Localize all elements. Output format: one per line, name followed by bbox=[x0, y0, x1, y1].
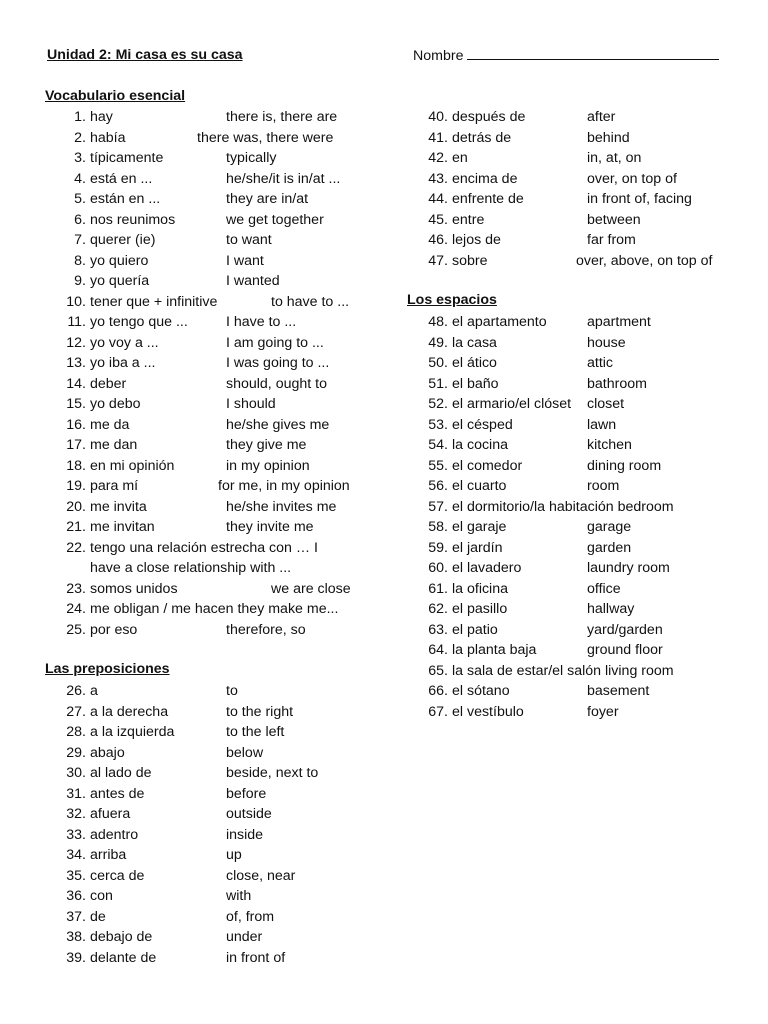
english-translation: garage bbox=[587, 519, 632, 535]
english-translation: there is, there are bbox=[226, 109, 338, 125]
english-translation: over, above, on top of bbox=[576, 252, 713, 269]
english-translation: in front of, facing bbox=[587, 191, 692, 207]
vocab-item bbox=[0, 558, 768, 578]
english-translation: ground floor bbox=[587, 642, 663, 658]
english-translation: I should bbox=[226, 396, 276, 412]
spanish-term: el garaje bbox=[452, 519, 507, 535]
english-translation: behind bbox=[587, 129, 630, 146]
page-title: Unidad 2: Mi casa es su casa bbox=[47, 47, 243, 63]
item-number: 26. bbox=[66, 683, 86, 699]
spanish-term: la cocina bbox=[452, 437, 508, 453]
name-label: Nombre bbox=[413, 48, 464, 64]
spanish-term: yo quiero bbox=[90, 252, 149, 269]
item-number: 18. bbox=[66, 457, 86, 474]
english-translation: yard/garden bbox=[587, 621, 663, 638]
item-number: 17. bbox=[66, 437, 86, 453]
item-number: 50. bbox=[428, 355, 448, 371]
spanish-term: adentro bbox=[90, 826, 139, 843]
item-number: 63. bbox=[428, 621, 448, 638]
english-translation: to have to ... bbox=[271, 293, 350, 310]
item-number: 32. bbox=[66, 806, 86, 822]
section-espacios: Los espacios bbox=[407, 292, 497, 308]
item-number: 1. bbox=[74, 109, 86, 125]
english-translation: I have to ... bbox=[226, 314, 297, 330]
english-translation: we get together bbox=[226, 211, 324, 228]
english-translation: below bbox=[226, 744, 264, 761]
english-translation: for me, in my opinion bbox=[218, 478, 350, 494]
english-translation: they are in/at bbox=[226, 191, 309, 207]
item-number: 25. bbox=[66, 621, 86, 638]
english-translation: in front of bbox=[226, 949, 286, 966]
item-number: 62. bbox=[428, 601, 448, 617]
item-number: 24. bbox=[66, 601, 86, 617]
vocab-item bbox=[0, 476, 768, 496]
item-number: 38. bbox=[66, 929, 86, 945]
spanish-term: yo debo bbox=[90, 396, 141, 412]
english-translation: bathroom bbox=[587, 375, 647, 392]
spanish-term: para mí bbox=[90, 478, 139, 494]
spanish-term: tengo una relación estrecha con … I bbox=[90, 539, 318, 556]
vocab-item bbox=[0, 169, 768, 189]
spanish-term: afuera bbox=[90, 806, 131, 822]
english-translation: lawn bbox=[587, 416, 617, 433]
spanish-term: había bbox=[90, 129, 126, 146]
english-translation: in my opinion bbox=[226, 457, 310, 474]
item-number: 2. bbox=[74, 129, 86, 146]
item-number: 40. bbox=[428, 109, 448, 125]
english-translation: dining room bbox=[587, 457, 662, 474]
item-number: 13. bbox=[66, 355, 86, 371]
vocab-item bbox=[0, 333, 768, 353]
spanish-term: yo iba a ... bbox=[90, 355, 156, 371]
vocab-item bbox=[0, 128, 768, 148]
spanish-term: me da bbox=[90, 416, 130, 433]
spanish-term: antes de bbox=[90, 785, 145, 802]
item-number: 44. bbox=[428, 191, 448, 207]
spanish-term: me obligan / me hacen they make me... bbox=[90, 601, 339, 617]
spanish-term: al lado de bbox=[90, 765, 152, 781]
vocab-item bbox=[0, 866, 768, 886]
vocab-item bbox=[0, 886, 768, 906]
vocab-item bbox=[0, 251, 768, 271]
spanish-term: la sala de estar/el salón living room bbox=[452, 662, 674, 679]
item-number: 19. bbox=[66, 478, 86, 494]
item-number: 3. bbox=[74, 150, 86, 166]
english-translation: to bbox=[226, 683, 238, 699]
spanish-term: lejos de bbox=[452, 232, 501, 248]
item-number: 55. bbox=[428, 457, 448, 474]
english-translation: under bbox=[226, 929, 263, 945]
spanish-term: tener que + infinitive bbox=[90, 293, 218, 310]
spanish-term: a la izquierda bbox=[90, 724, 175, 740]
spanish-term: querer (ie) bbox=[90, 232, 156, 248]
spanish-term: me dan bbox=[90, 437, 138, 453]
vocab-item bbox=[0, 292, 768, 312]
english-translation: apartment bbox=[587, 314, 651, 330]
spanish-term: de bbox=[90, 908, 106, 925]
vocab-item bbox=[0, 804, 768, 824]
english-translation: he/she gives me bbox=[226, 416, 330, 433]
spanish-term: cerca de bbox=[90, 867, 145, 884]
vocab-item bbox=[0, 517, 768, 537]
spanish-term: el lavadero bbox=[452, 560, 522, 576]
english-translation: to want bbox=[226, 232, 272, 248]
english-translation: room bbox=[587, 478, 620, 494]
english-translation: basement bbox=[587, 683, 650, 699]
item-number: 31. bbox=[66, 785, 86, 802]
english-translation: close, near bbox=[226, 867, 296, 884]
item-number: 29. bbox=[66, 744, 86, 761]
english-translation: far from bbox=[587, 232, 636, 248]
vocab-item bbox=[0, 538, 768, 558]
item-number: 35. bbox=[66, 867, 86, 884]
spanish-term: delante de bbox=[90, 949, 157, 966]
english-translation: with bbox=[226, 888, 252, 904]
item-number: 52. bbox=[428, 396, 448, 412]
vocab-item bbox=[0, 415, 768, 435]
spanish-term: nos reunimos bbox=[90, 211, 176, 228]
item-number: 58. bbox=[428, 519, 448, 535]
spanish-term: enfrente de bbox=[452, 191, 524, 207]
vocab-item bbox=[0, 948, 768, 968]
vocab-item bbox=[0, 620, 768, 640]
vocab-item bbox=[0, 435, 768, 455]
name-blank-line[interactable] bbox=[467, 47, 719, 60]
item-number: 53. bbox=[428, 416, 448, 433]
vocab-item bbox=[0, 456, 768, 476]
vocab-item bbox=[0, 825, 768, 845]
english-translation: closet bbox=[587, 396, 625, 412]
vocab-item bbox=[0, 230, 768, 250]
english-translation: therefore, so bbox=[226, 621, 306, 638]
english-translation: there was, there were bbox=[197, 129, 334, 146]
english-translation: I wanted bbox=[226, 273, 280, 289]
vocab-item bbox=[0, 107, 768, 127]
item-number: 21. bbox=[66, 519, 86, 535]
spanish-term: el baño bbox=[452, 375, 499, 392]
item-number: 46. bbox=[428, 232, 448, 248]
item-number: 48. bbox=[428, 314, 448, 330]
english-translation: foyer bbox=[587, 703, 619, 720]
english-translation: office bbox=[587, 580, 621, 597]
spanish-term: debajo de bbox=[90, 929, 153, 945]
item-number: 57. bbox=[428, 498, 448, 515]
spanish-term: en bbox=[452, 150, 468, 166]
item-number: 56. bbox=[428, 478, 448, 494]
vocab-item bbox=[0, 640, 768, 660]
item-number: 39. bbox=[66, 949, 86, 966]
vocab-item bbox=[0, 374, 768, 394]
item-number: 33. bbox=[66, 826, 86, 843]
item-number: 36. bbox=[66, 888, 86, 904]
spanish-term: abajo bbox=[90, 744, 125, 761]
item-number: 11. bbox=[67, 314, 86, 330]
section-vocabulario: Vocabulario esencial bbox=[45, 88, 186, 104]
item-number: 67. bbox=[428, 703, 448, 720]
vocab-item bbox=[0, 681, 768, 701]
spanish-term: arriba bbox=[90, 847, 127, 863]
english-translation: to the left bbox=[226, 724, 285, 740]
vocab-item bbox=[0, 271, 768, 291]
spanish-term: el armario/el clóset bbox=[452, 396, 572, 412]
english-translation: should, ought to bbox=[226, 375, 327, 392]
spanish-term: está en ... bbox=[90, 170, 153, 187]
vocab-item bbox=[0, 661, 768, 681]
spanish-term: a la derecha bbox=[90, 703, 169, 720]
item-number: 66. bbox=[428, 683, 448, 699]
item-number: 60. bbox=[428, 560, 448, 576]
english-translation: house bbox=[587, 334, 626, 351]
vocab-item bbox=[0, 353, 768, 373]
spanish-term: después de bbox=[452, 109, 526, 125]
spanish-term: entre bbox=[452, 211, 485, 228]
vocab-item bbox=[0, 189, 768, 209]
item-number: 64. bbox=[428, 642, 448, 658]
spanish-term: con bbox=[90, 888, 113, 904]
english-translation: beside, next to bbox=[226, 765, 319, 781]
spanish-term: detrás de bbox=[452, 129, 512, 146]
english-translation: he/she invites me bbox=[226, 498, 337, 515]
english-translation: we are close bbox=[271, 580, 351, 597]
english-translation: garden bbox=[587, 539, 632, 556]
english-translation: to the right bbox=[226, 703, 294, 720]
spanish-term: el patio bbox=[452, 621, 498, 638]
spanish-term: en mi opinión bbox=[90, 457, 175, 474]
item-number: 61. bbox=[428, 580, 448, 597]
vocab-item bbox=[0, 599, 768, 619]
vocab-item bbox=[0, 497, 768, 517]
english-translation: I was going to ... bbox=[226, 355, 330, 371]
vocab-item bbox=[0, 845, 768, 865]
item-number: 28. bbox=[66, 724, 86, 740]
english-translation: after bbox=[587, 109, 616, 125]
spanish-term: el ático bbox=[452, 355, 497, 371]
item-number: 34. bbox=[66, 847, 86, 863]
item-number: 27. bbox=[66, 703, 86, 720]
english-translation: inside bbox=[226, 826, 264, 843]
spanish-term: el vestíbulo bbox=[452, 703, 524, 720]
spanish-term: la casa bbox=[452, 334, 497, 351]
spanish-term: deber bbox=[90, 375, 127, 392]
english-translation: they give me bbox=[226, 437, 307, 453]
spanish-term: la planta baja bbox=[452, 642, 537, 658]
spanish-term: el jardín bbox=[452, 539, 503, 556]
english-translation: over, on top of bbox=[587, 170, 677, 187]
item-number: 14. bbox=[66, 375, 86, 392]
english-translation: typically bbox=[226, 150, 277, 166]
vocab-item bbox=[0, 702, 768, 722]
spanish-term: están en ... bbox=[90, 191, 161, 207]
item-number: 16. bbox=[66, 416, 86, 433]
spanish-term: encima de bbox=[452, 170, 518, 187]
spanish-term: yo voy a ... bbox=[90, 334, 159, 351]
spanish-term: el comedor bbox=[452, 457, 523, 474]
item-number: 30. bbox=[66, 765, 86, 781]
english-translation: I want bbox=[226, 252, 264, 269]
item-number: 37. bbox=[66, 908, 86, 925]
item-number: 47. bbox=[428, 252, 448, 269]
english-translation: kitchen bbox=[587, 437, 632, 453]
item-number: 8. bbox=[74, 252, 86, 269]
item-number: 12. bbox=[66, 334, 86, 351]
english-translation: they invite me bbox=[226, 519, 314, 535]
item-number: 22. bbox=[66, 539, 86, 556]
item-number: 6. bbox=[74, 211, 86, 228]
vocab-item bbox=[0, 907, 768, 927]
item-number: 45. bbox=[428, 211, 448, 228]
item-number: 54. bbox=[428, 437, 448, 453]
spanish-term: la oficina bbox=[452, 580, 508, 597]
vocab-item bbox=[0, 927, 768, 947]
item-number: 5. bbox=[74, 191, 86, 207]
spanish-term: por eso bbox=[90, 621, 138, 638]
item-number: 7. bbox=[74, 232, 86, 248]
spanish-term: el cuarto bbox=[452, 478, 507, 494]
item-number: 20. bbox=[66, 498, 86, 515]
vocab-item bbox=[0, 763, 768, 783]
item-number: 42. bbox=[428, 150, 448, 166]
english-translation: hallway bbox=[587, 601, 635, 617]
spanish-term: el pasillo bbox=[452, 601, 508, 617]
vocab-item bbox=[0, 148, 768, 168]
english-translation: of, from bbox=[226, 908, 275, 925]
vocab-item bbox=[0, 312, 768, 332]
english-translation: outside bbox=[226, 806, 272, 822]
spanish-term: el césped bbox=[452, 416, 513, 433]
english-translation: before bbox=[226, 785, 267, 802]
english-translation: in, at, on bbox=[587, 150, 642, 166]
name-field[interactable] bbox=[413, 47, 719, 64]
english-translation: he/she/it is in/at ... bbox=[226, 170, 341, 187]
spanish-term: me invitan bbox=[90, 519, 155, 535]
item-number: 15. bbox=[66, 396, 86, 412]
item-number: 41. bbox=[428, 129, 448, 146]
vocab-item bbox=[0, 743, 768, 763]
item-number: 65. bbox=[428, 662, 448, 679]
item-number: 4. bbox=[74, 170, 86, 187]
spanish-term: el dormitorio/la habitación bedroom bbox=[452, 498, 674, 515]
english-translation: laundry room bbox=[587, 560, 670, 576]
vocab-item bbox=[0, 579, 768, 599]
english-translation: between bbox=[587, 211, 641, 228]
spanish-term: típicamente bbox=[90, 150, 164, 166]
english-translation: up bbox=[226, 847, 242, 863]
item-number: 10. bbox=[66, 293, 86, 310]
spanish-term: yo quería bbox=[90, 273, 150, 289]
spanish-term: sobre bbox=[452, 252, 488, 269]
spanish-term: somos unidos bbox=[90, 580, 178, 597]
item-number: 23. bbox=[66, 580, 86, 597]
spanish-term: have a close relationship with ... bbox=[90, 560, 292, 576]
item-number: 59. bbox=[428, 539, 448, 556]
vocab-item bbox=[0, 210, 768, 230]
spanish-term: el sótano bbox=[452, 683, 510, 699]
vocab-item bbox=[0, 722, 768, 742]
section-preposiciones: Las preposiciones bbox=[45, 661, 170, 677]
item-number: 43. bbox=[428, 170, 448, 187]
item-number: 51. bbox=[428, 375, 448, 392]
vocab-item bbox=[0, 784, 768, 804]
vocab-item bbox=[0, 394, 768, 414]
spanish-term: el apartamento bbox=[452, 314, 547, 330]
item-number: 49. bbox=[428, 334, 448, 351]
spanish-term: a bbox=[90, 683, 98, 699]
spanish-term: hay bbox=[90, 109, 113, 125]
item-number: 9. bbox=[74, 273, 86, 289]
english-translation: I am going to ... bbox=[226, 334, 324, 351]
english-translation: attic bbox=[587, 355, 614, 371]
spanish-term: me invita bbox=[90, 498, 147, 515]
spanish-term: yo tengo que ... bbox=[90, 314, 188, 330]
